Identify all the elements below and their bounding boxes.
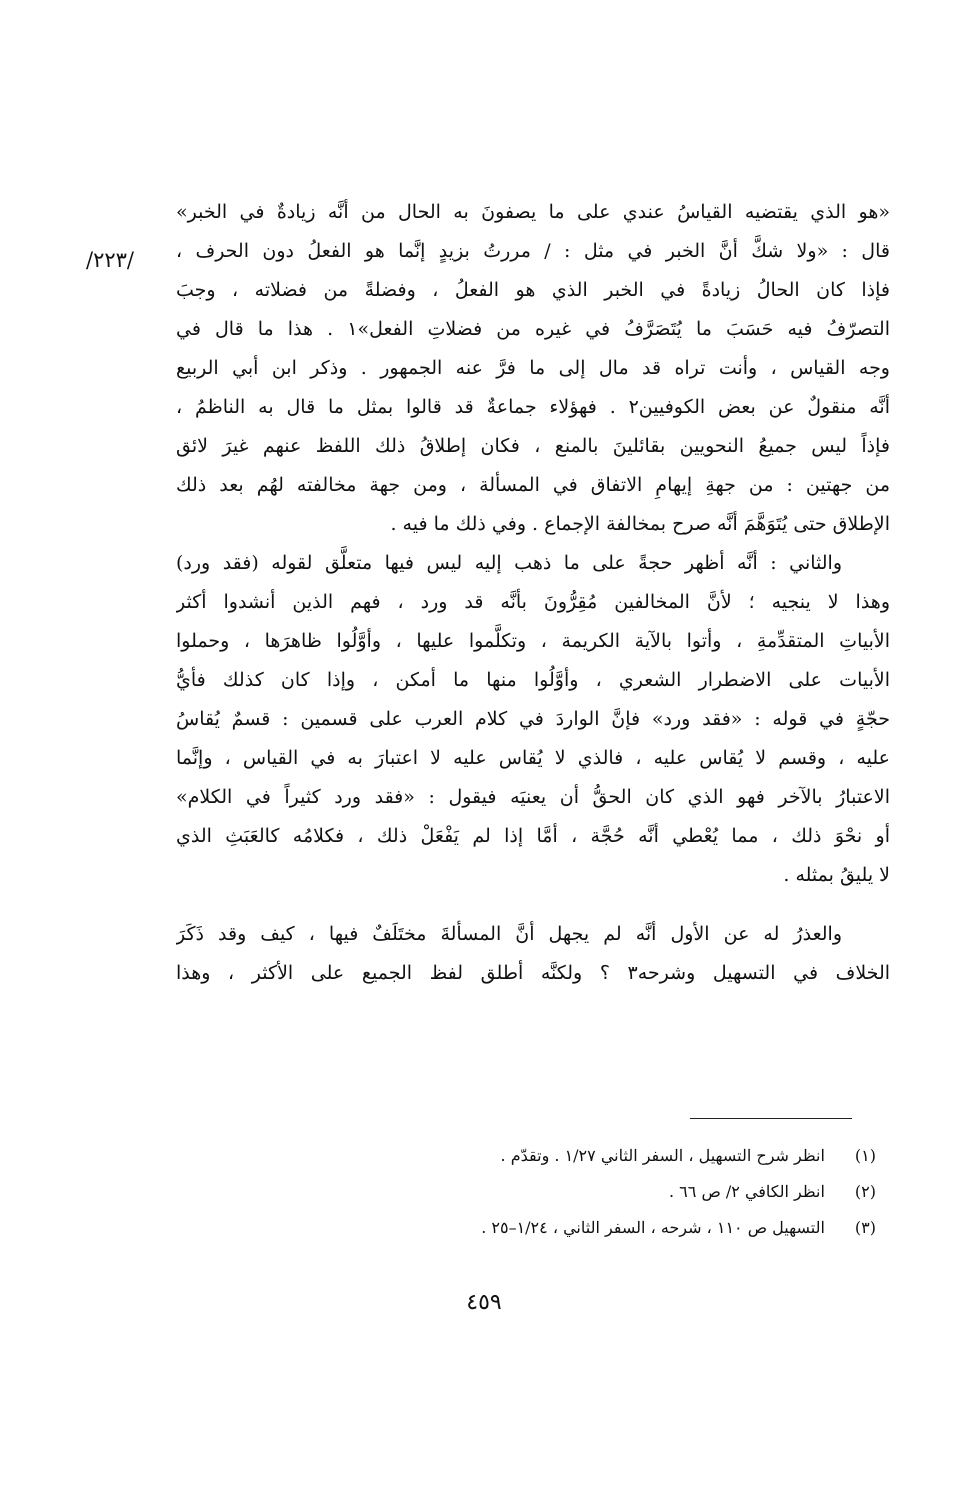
text-line: والثاني : أنَّه أظهر حجةً على ما ذهب إليه ليس فيها متعلَّق لقوله (فقد ورد) (176, 552, 842, 574)
text-line: وجه القياس ، وأنت تراه قد مال إلى ما فرَّ عنه الجمهور . وذكر ابن أبي الربيع (176, 357, 890, 379)
footnote-text: التسهيل ص ١١٠ ، شرحه ، السفر الثاني ، ١/٢٤–٢٥ . (481, 1218, 825, 1237)
footnote-item (176, 1138, 876, 1174)
text-line: والعذرُ له عن الأول أنَّه لم يجهل أنَّ المسألةَ مختَلَفٌ فيها ، كيف وقد ذَكَرَ (176, 923, 842, 945)
text-line: لا يليقُ بمثله . (783, 864, 890, 886)
text-line: التصرّفُ فيه حَسَبَ ما يُتَصَرَّفُ في غيره من فضلاتِ الفعل»١ . هذا ما قال في (176, 318, 890, 340)
footnote-text: انظر شرح التسهيل ، السفر الثاني ١/٢٧ . وتقدّم . (500, 1146, 825, 1165)
text-line: أو نحْوَ ذلك ، مما يُعْطي أنَّه حُجَّة ، أمَّا إذا لم يَفْعَلْ ذلك ، فكلامُه كالعَبَثِ الذي (176, 825, 890, 847)
text-line: وهذا لا ينجيه ؛ لأنَّ المخالفين مُقِرُّونَ بأنَّه قد ورد ، فهم الذين أنشدوا أكثر (176, 591, 890, 613)
text-line: الإطلاق حتى يُتَوَهَّمَ أنَّه صرح بمخالفة الإجماع . وفي ذلك ما فيه . (390, 513, 890, 535)
page-number: ٤٥٩ (466, 1290, 502, 1315)
footnotes (176, 1138, 876, 1246)
footnote-number: (٣) (854, 1218, 876, 1237)
text-line: فإذا كان الحالُ زيادةً في الخبر الذي هو الفعلُ ، وفضلةً من فضلاته ، وجبَ (176, 279, 890, 301)
text-line: الخلاف في التسهيل وشرحه٣ ؟ ولكنَّه أطلق لفظ الجميع على الأكثر ، وهذا (176, 962, 890, 984)
manuscript-folio-marker: /٢٢٣/ (86, 248, 134, 272)
text-line: من جهتين : من جهةِ إيهامِ الاتفاق في المسألة ، ومن جهة مخالفته لهُم بعد ذلك (176, 474, 890, 496)
text-line: الاعتبارُ بالآخر فهو الذي كان الحقُّ أن يعنيَه فيقول : «فقد ورد كثيراً في الكلام» (176, 786, 890, 808)
text-line: فإذاً ليس جميعُ النحويين بقائلينَ بالمنع ، فكان إطلاقُ ذلك اللفظ عنهم غيرَ لائق (176, 435, 890, 457)
footnote-item (176, 1174, 876, 1210)
footnote-divider (690, 1118, 852, 1119)
text-line: عليه ، وقسم لا يُقاس عليه ، فالذي لا يُقاس عليه لا اعتبارَ به في القياس ، وإنَّما (176, 747, 890, 769)
text-line: الأبياتِ المتقدِّمةِ ، وأتوا بالآية الكريمة ، وتكلَّموا عليها ، وأوَّلُوا ظاهرَها ، وحملوا (176, 630, 890, 652)
text-line: قال : «ولا شكَّ أنَّ الخبر في مثل : / مررتُ بزيدٍ إنَّما هو الفعلُ دون الحرف ، (176, 240, 890, 262)
footnote-item (176, 1210, 876, 1246)
footnote-number: (٢) (854, 1182, 876, 1201)
text-line: حجّةٍ في قوله : «فقد ورد» فإنَّ الواردَ في كلام العرب على قسمين : قسمٌ يُقاسُ (176, 708, 890, 730)
text-line: الأبيات على الاضطرار الشعري ، وأوَّلُوا منها ما أمكن ، وإذا كان كذلك فأيُّ (176, 669, 890, 691)
text-line: أنَّه منقولٌ عن بعض الكوفيين٢ . فهؤلاء جماعةٌ قد قالوا بمثل ما قال به الناظمُ ، (176, 396, 890, 418)
text-line: «هو الذي يقتضيه القياسُ عندي على ما يصفونَ به الحال من أنَّه زيادةٌ في الخبر» (176, 201, 890, 223)
footnote-text: انظر الكافي ٢/ ص ٦٦ . (669, 1182, 825, 1201)
footnote-number: (١) (854, 1146, 876, 1165)
main-text-block (176, 193, 890, 993)
